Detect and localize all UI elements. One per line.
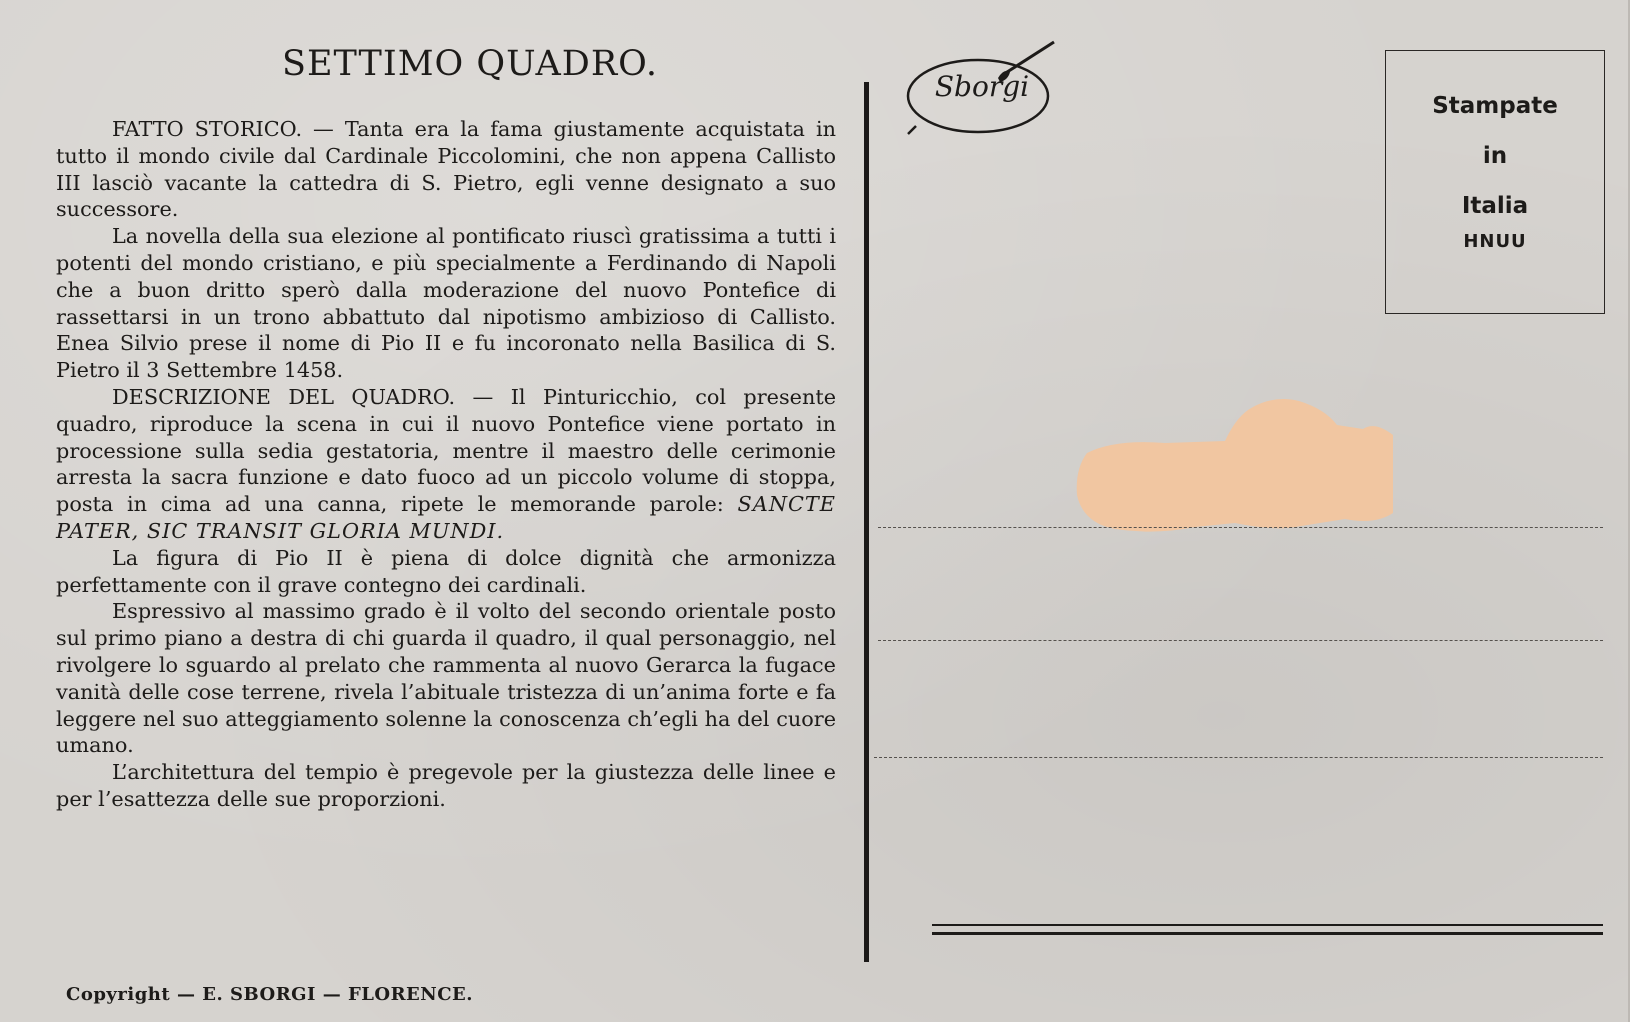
paragraph-fatto-storico: FATTO STORICO. — Tanta era la fama giustamente acquistata in tutto il mondo civile dal Cardinale Piccolomini, che non appena Callisto III lasciò vacante la cattedra di S. Pietro, egli venne designato a suo successore. bbox=[56, 117, 836, 222]
paragraph-descrizione bbox=[56, 384, 836, 545]
description-intro: DESCRIZIONE DEL QUADRO. — Il Pinturicchio, col presente quadro, riproduce la scena in cui il nuovo Pontefice viene portato in processione sulla sedia gestatoria, mentre il maestro delle cerimonie arresta la sacra funzione e dato fuoco ad un piccolo volume di stoppa, posta in cima ad una canna, ripete le memorande parole: bbox=[56, 384, 836, 517]
description-motto: SANCTE PATER, SIC TRANSIT GLORIA MUNDI. bbox=[56, 492, 836, 543]
copyright-line: Copyright — E. SBORGI — FLORENCE. bbox=[66, 984, 474, 1005]
paragraph-figura: La figura di Pio II è piena di dolce dignità che armonizza perfettamente con il grave contegno dei cardinali. bbox=[56, 545, 836, 597]
historical-text bbox=[56, 116, 836, 813]
stamp-code: HNUU bbox=[1463, 231, 1527, 252]
paragraph-elezione: La novella della sua elezione al pontificato riuscì gratissima a tutti i potenti del mondo cristiano, e più specialmente a Ferdinando di Napoli che a buon dritto sperò dalla moderazione del nuovo Pontefice di rassettarsi in un trono abbattuto dal nipotismo ambizioso di Callisto. Enea Silvio prese il nome di Pio II e fu incoronato nella Basilica di S. Pietro il 3 Settembre 1458. bbox=[56, 224, 836, 383]
address-line-4-thick bbox=[932, 932, 1603, 935]
paragraph-volto: Espressivo al massimo grado è il volto del secondo orientale posto sul primo piano a destra di chi guarda il quadro, il qual personaggio, nel rivolgere lo sguardo al prelato che rammenta al nuovo Gerarca la fugace vanità delle cose terrene, rivela l’abituale tristezza di un’anima forte e fa leggere nel suo atteggiamento solenne la conoscenza ch’egli ha del cuore umano. bbox=[56, 599, 836, 758]
stamp-line-stampate: Stampate bbox=[1432, 93, 1558, 119]
sborgi-logo bbox=[904, 38, 1060, 140]
stamp-line-in: in bbox=[1482, 143, 1508, 169]
address-line-2 bbox=[878, 640, 1603, 641]
address-line-1 bbox=[878, 527, 1603, 528]
paper-residue-patch bbox=[1075, 395, 1395, 545]
address-line-4-thin bbox=[932, 924, 1603, 926]
card-title: SETTIMO QUADRO. bbox=[282, 44, 658, 84]
stamp-box bbox=[1385, 50, 1605, 314]
address-line-3 bbox=[874, 757, 1603, 758]
stamp-line-italia: Italia bbox=[1461, 193, 1529, 219]
paragraph-architettura: L’architettura del tempio è pregevole per la giustezza delle linee e per l’esattezza delle sue proporzioni. bbox=[56, 760, 836, 811]
logo-text: Sborgi bbox=[934, 70, 1030, 103]
center-divider bbox=[864, 82, 869, 962]
